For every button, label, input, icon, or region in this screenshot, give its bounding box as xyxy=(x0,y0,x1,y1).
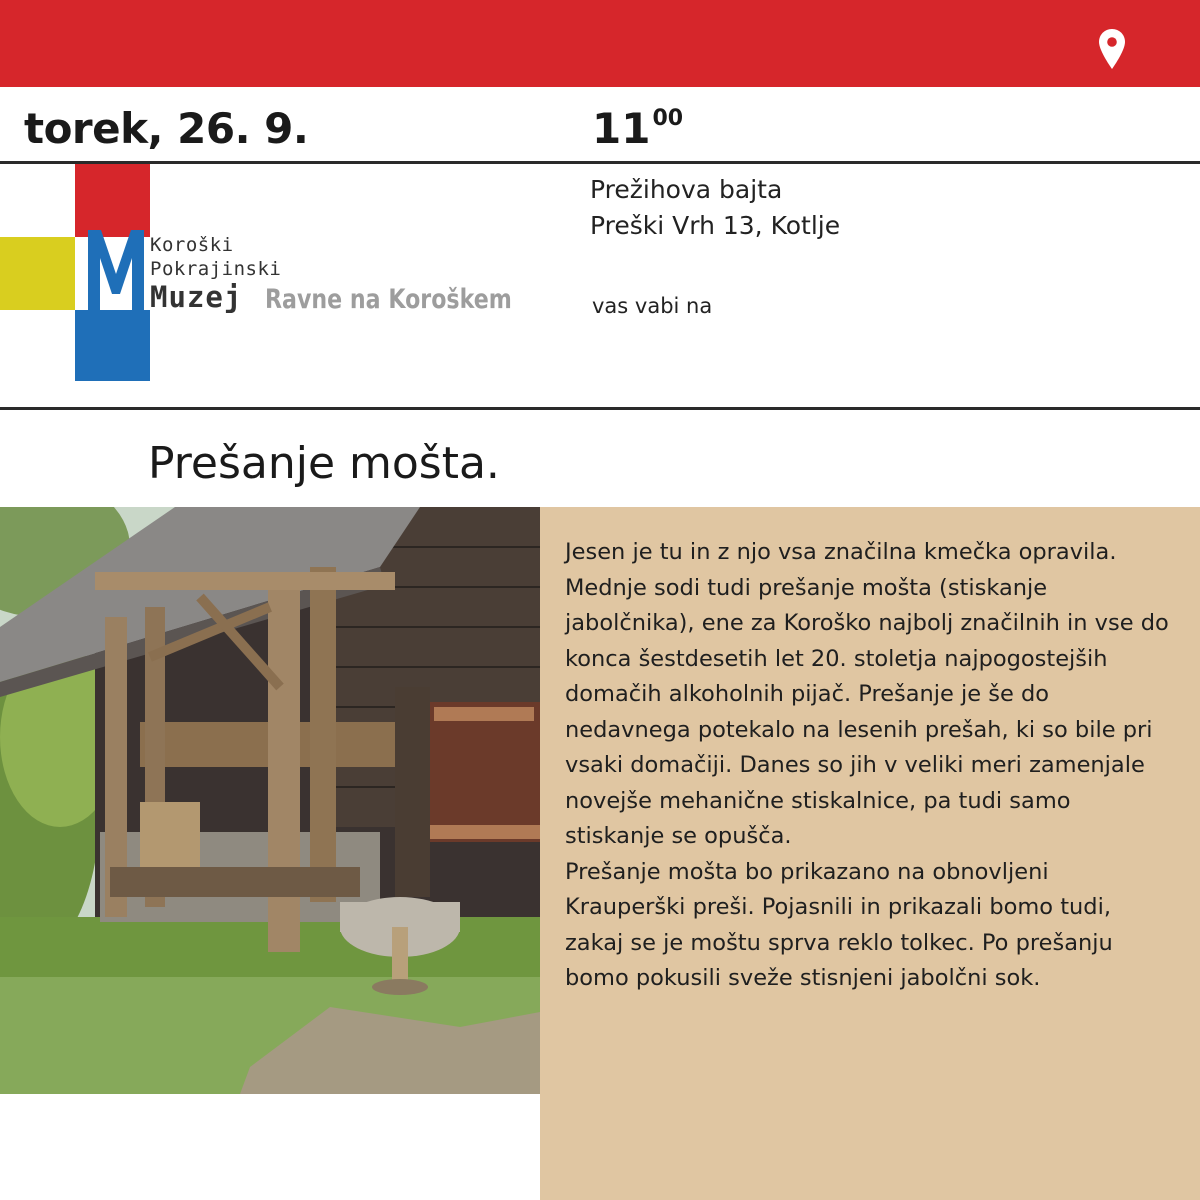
event-date: torek, 26. 9. xyxy=(24,104,309,153)
museum-logo xyxy=(0,164,580,382)
logo-line-1: Koroški xyxy=(150,234,234,256)
invite-text: vas vabi na xyxy=(592,294,713,318)
description-paragraph-1: Jesen je tu in z njo vsa značilna kmečka opravila. Mednje sodi tudi prešanje mošta (stiskanje jabolčnika), ene za Koroško najbolj značilnih in vse do konca šestdesetih let 20. stoletja najpogostejših domačih alkoholnih pijač. Prešanje je še do nedavnega potekalo na lesenih prešah, ki so bile pri vsaki domačiji. Danes so jih v veliki meri zamenjale novejše mehanične stiskalnice, pa tudi samo stiskanje se opušča. xyxy=(565,539,1169,849)
description-paragraph-2: Prešanje mošta bo prikazano na obnovljeni Krauperški preši. Pojasnili in prikazali bomo tudi, zakaj se je moštu sprva reklo tolkec. Po prešanju bomo pokusili sveže stisnjeni jabolčni sok. xyxy=(565,858,1113,991)
event-description xyxy=(565,535,1175,997)
divider-bottom xyxy=(0,407,1200,410)
venue-block xyxy=(590,172,840,244)
logo-yellow-square xyxy=(0,237,75,310)
top-bar xyxy=(0,0,1200,87)
event-time-hour: 11 xyxy=(592,104,651,153)
logo-line-4: Ravne na Koroškem xyxy=(265,284,512,315)
event-time xyxy=(592,104,683,153)
logo-blue-square xyxy=(75,310,150,381)
logo-line-3: Muzej xyxy=(150,280,243,314)
map-pin-icon[interactable] xyxy=(1098,28,1126,70)
logo-red-square xyxy=(75,164,150,237)
venue-address: Preški Vrh 13, Kotlje xyxy=(590,211,841,240)
venue-name: Prežihova bajta xyxy=(590,175,783,204)
event-time-minutes: 00 xyxy=(652,106,684,131)
event-title: Prešanje mošta. xyxy=(148,438,500,489)
description-panel xyxy=(540,507,1200,1200)
logo-line-2: Pokrajinski xyxy=(150,258,282,280)
logo-m-letter xyxy=(88,230,144,320)
cider-press-photo xyxy=(0,507,540,1094)
